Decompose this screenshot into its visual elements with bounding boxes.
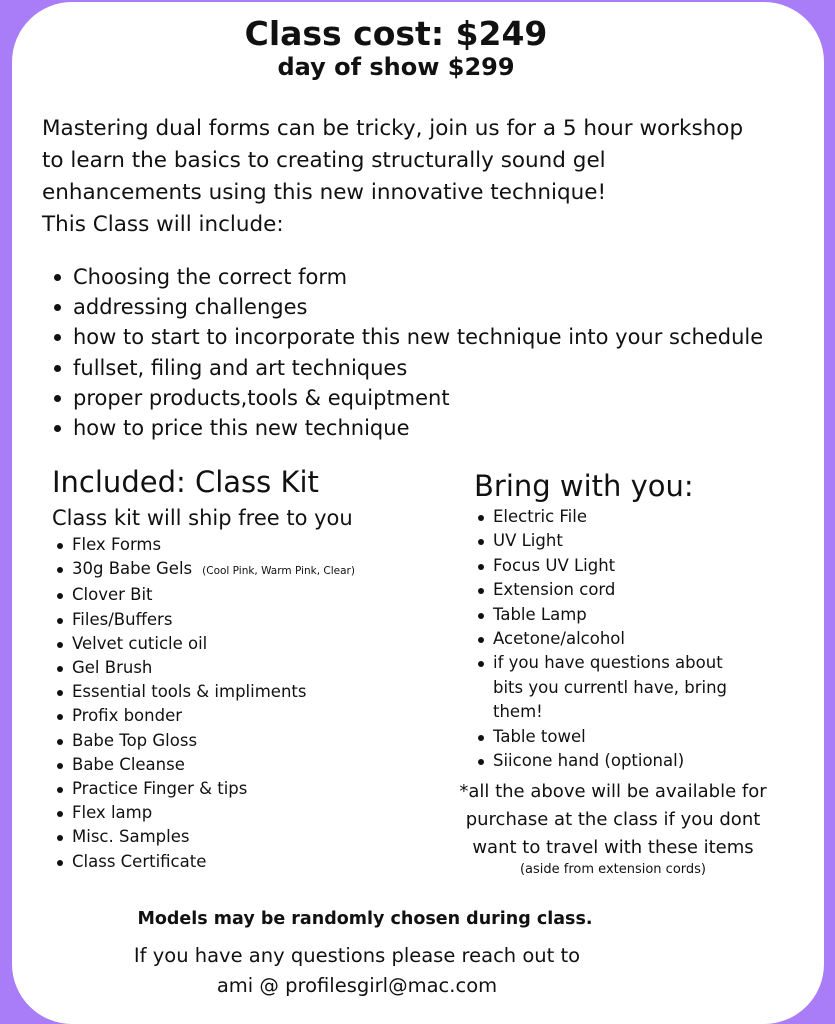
list-item: addressing challenges [50,292,810,322]
intro-paragraph [42,113,802,241]
list-item: Table Lamp [477,603,757,627]
intro-line: to learn the basics to creating structurally sound gel [42,148,606,173]
list-item: proper products,tools & equiptment [50,383,810,413]
list-item-line: if you have questions about [493,653,723,673]
class-kit-subtitle: Class kit will ship free to you [52,506,353,530]
availability-note [440,778,786,862]
list-item: Electric File [477,505,757,529]
class-kit-title: Included: Class Kit [52,465,319,499]
list-item-line: them! [493,702,543,722]
bring-with-you-list [477,505,757,773]
intro-line: This Class will include: [42,212,284,237]
list-item: Choosing the correct form [50,262,810,292]
list-item: UV Light [477,529,757,553]
list-item: Table towel [477,725,757,749]
list-item: fullset, filing and art techniques [50,353,810,383]
list-item: Velvet cuticle oil [56,632,416,656]
list-item: Misc. Samples [56,825,416,849]
list-item: Acetone/alcohol [477,627,757,651]
intro-line: Mastering dual forms can be tricky, join us for a 5 hour workshop [42,116,744,141]
list-item: how to price this new technique [50,413,810,443]
list-item: Clover Bit [56,583,416,607]
models-notice: Models may be randomly chosen during class. [137,909,593,929]
intro-line: enhancements using this new innovative technique! [42,180,607,205]
list-item: Focus UV Light [477,554,757,578]
class-cost-heading: Class cost: $249 [244,14,548,53]
list-item: Babe Top Gloss [56,729,416,753]
note-line: purchase at the class if you dont [465,809,761,830]
extension-cord-note: (aside from extension cords) [519,862,706,877]
list-item: Gel Brush [56,656,416,680]
list-item: Siicone hand (optional) [477,749,757,773]
flyer-card [12,2,824,1024]
contact-email-line: ami @ profilesgirl@mac.com [216,974,498,997]
list-item-line: bits you currentl have, bring [493,677,728,697]
contact-line: If you have any questions please reach out to [133,944,581,967]
note-line: *all the above will be available for [459,781,767,802]
day-of-show-price: day of show $299 [277,53,515,81]
list-item: Profix bonder [56,704,416,728]
gel-colors-note: (Cool Pink, Warm Pink, Clear) [202,565,355,578]
list-item: Files/Buffers [56,608,416,632]
class-kit-list [56,533,416,874]
list-item: Essential tools & impliments [56,680,416,704]
list-item: Class Certificate [56,850,416,874]
bring-with-you-title: Bring with you: [474,469,694,503]
note-line: want to travel with these items [472,837,754,858]
list-item: how to start to incorporate this new technique into your schedule [50,322,810,352]
class-includes-list [50,262,810,443]
list-item: Extension cord [477,578,757,602]
list-item: Practice Finger & tips [56,777,416,801]
list-item [477,651,757,724]
list-item [56,557,416,583]
list-item-label: 30g Babe Gels [72,559,193,579]
contact-info [12,941,702,1001]
list-item: Flex lamp [56,801,416,825]
list-item: Babe Cleanse [56,753,416,777]
list-item: Flex Forms [56,533,416,557]
